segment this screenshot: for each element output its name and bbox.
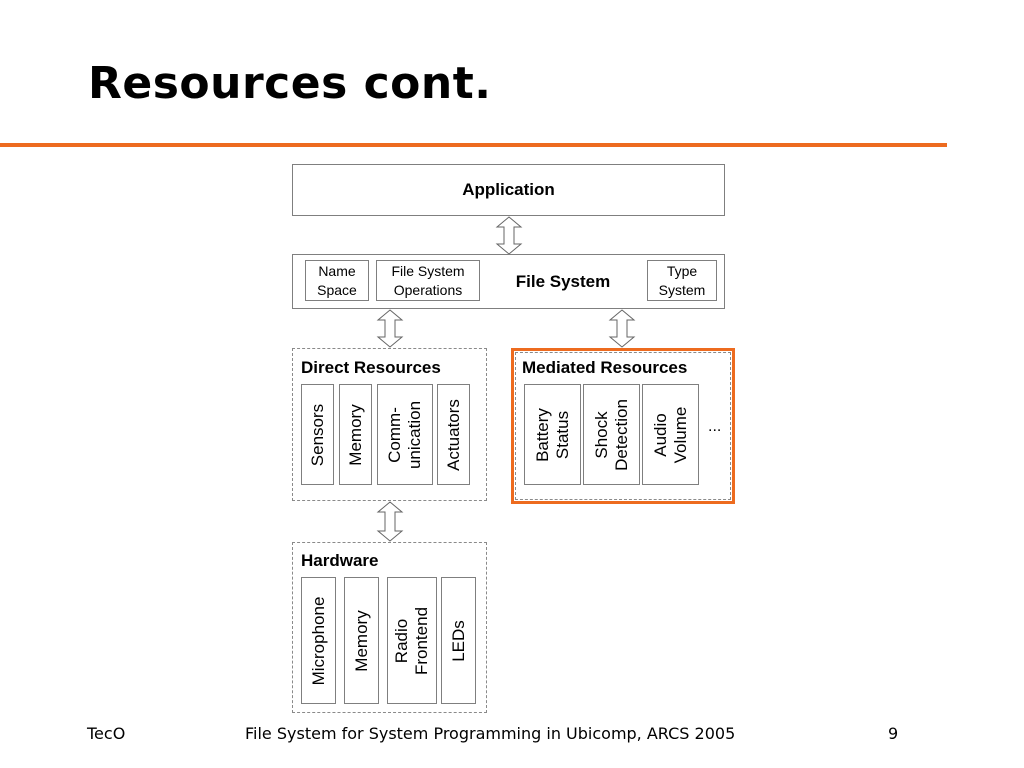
direct-resource-label: Sensors bbox=[307, 403, 327, 466]
hardware-memory bbox=[344, 577, 379, 704]
file-system-operations-box bbox=[376, 260, 480, 301]
more-resources-ellipsis: ... bbox=[708, 418, 722, 435]
hardware-item-label: Memory bbox=[351, 609, 371, 672]
name-space-line-1: Name bbox=[318, 262, 356, 279]
direct-resource-actuators bbox=[437, 384, 470, 485]
hardware-item-label: Radio Frontend bbox=[392, 606, 431, 675]
type-system-box bbox=[647, 260, 717, 301]
mediated-resource-label: Audio Volume bbox=[650, 406, 690, 463]
application-label: Application bbox=[462, 180, 555, 199]
hardware-radio-frontend bbox=[387, 577, 437, 704]
double-arrow-icon bbox=[376, 309, 404, 348]
slide-title: Resources cont. bbox=[88, 58, 492, 109]
direct-resource-label: Memory bbox=[345, 403, 365, 466]
file-system-label: File System bbox=[515, 271, 611, 291]
direct-resources-label: Direct Resources bbox=[301, 358, 441, 377]
name-space-line-2: Space bbox=[317, 281, 357, 298]
footer-left: TecO bbox=[87, 724, 126, 743]
hardware-leds bbox=[441, 577, 476, 704]
operations-line-1: File System bbox=[391, 262, 465, 279]
footer-center: File System for System Programming in Ubicomp, ARCS 2005 bbox=[245, 724, 736, 743]
mediated-resources-label: Mediated Resources bbox=[522, 358, 688, 377]
operations-line-2: Operations bbox=[393, 281, 463, 298]
hardware-label: Hardware bbox=[301, 551, 379, 570]
hardware-microphone bbox=[301, 577, 336, 704]
mediated-resource-label: Battery Status bbox=[532, 407, 572, 462]
direct-resource-label: Actuators bbox=[443, 398, 463, 471]
double-arrow-icon bbox=[495, 216, 523, 255]
mediated-resource-shock-detection bbox=[583, 384, 640, 485]
mediated-resource-label: Shock Detection bbox=[591, 398, 631, 471]
mediated-resource-battery-status bbox=[524, 384, 581, 485]
type-system-line-1: Type bbox=[666, 262, 698, 279]
hardware-item-label: LEDs bbox=[448, 619, 468, 662]
title-divider bbox=[0, 143, 947, 147]
type-system-line-2: System bbox=[658, 281, 706, 298]
application-box bbox=[292, 164, 725, 216]
double-arrow-icon bbox=[376, 501, 404, 542]
direct-resource-communication bbox=[377, 384, 433, 485]
hardware-item-label: Microphone bbox=[308, 596, 328, 685]
direct-resource-sensors bbox=[301, 384, 334, 485]
page-number: 9 bbox=[888, 724, 899, 743]
file-system-box bbox=[292, 254, 725, 309]
direct-resource-label: Comm- unication bbox=[385, 400, 424, 469]
double-arrow-icon bbox=[608, 309, 636, 348]
mediated-resource-audio-volume bbox=[642, 384, 699, 485]
direct-resource-memory bbox=[339, 384, 372, 485]
name-space-box bbox=[305, 260, 369, 301]
